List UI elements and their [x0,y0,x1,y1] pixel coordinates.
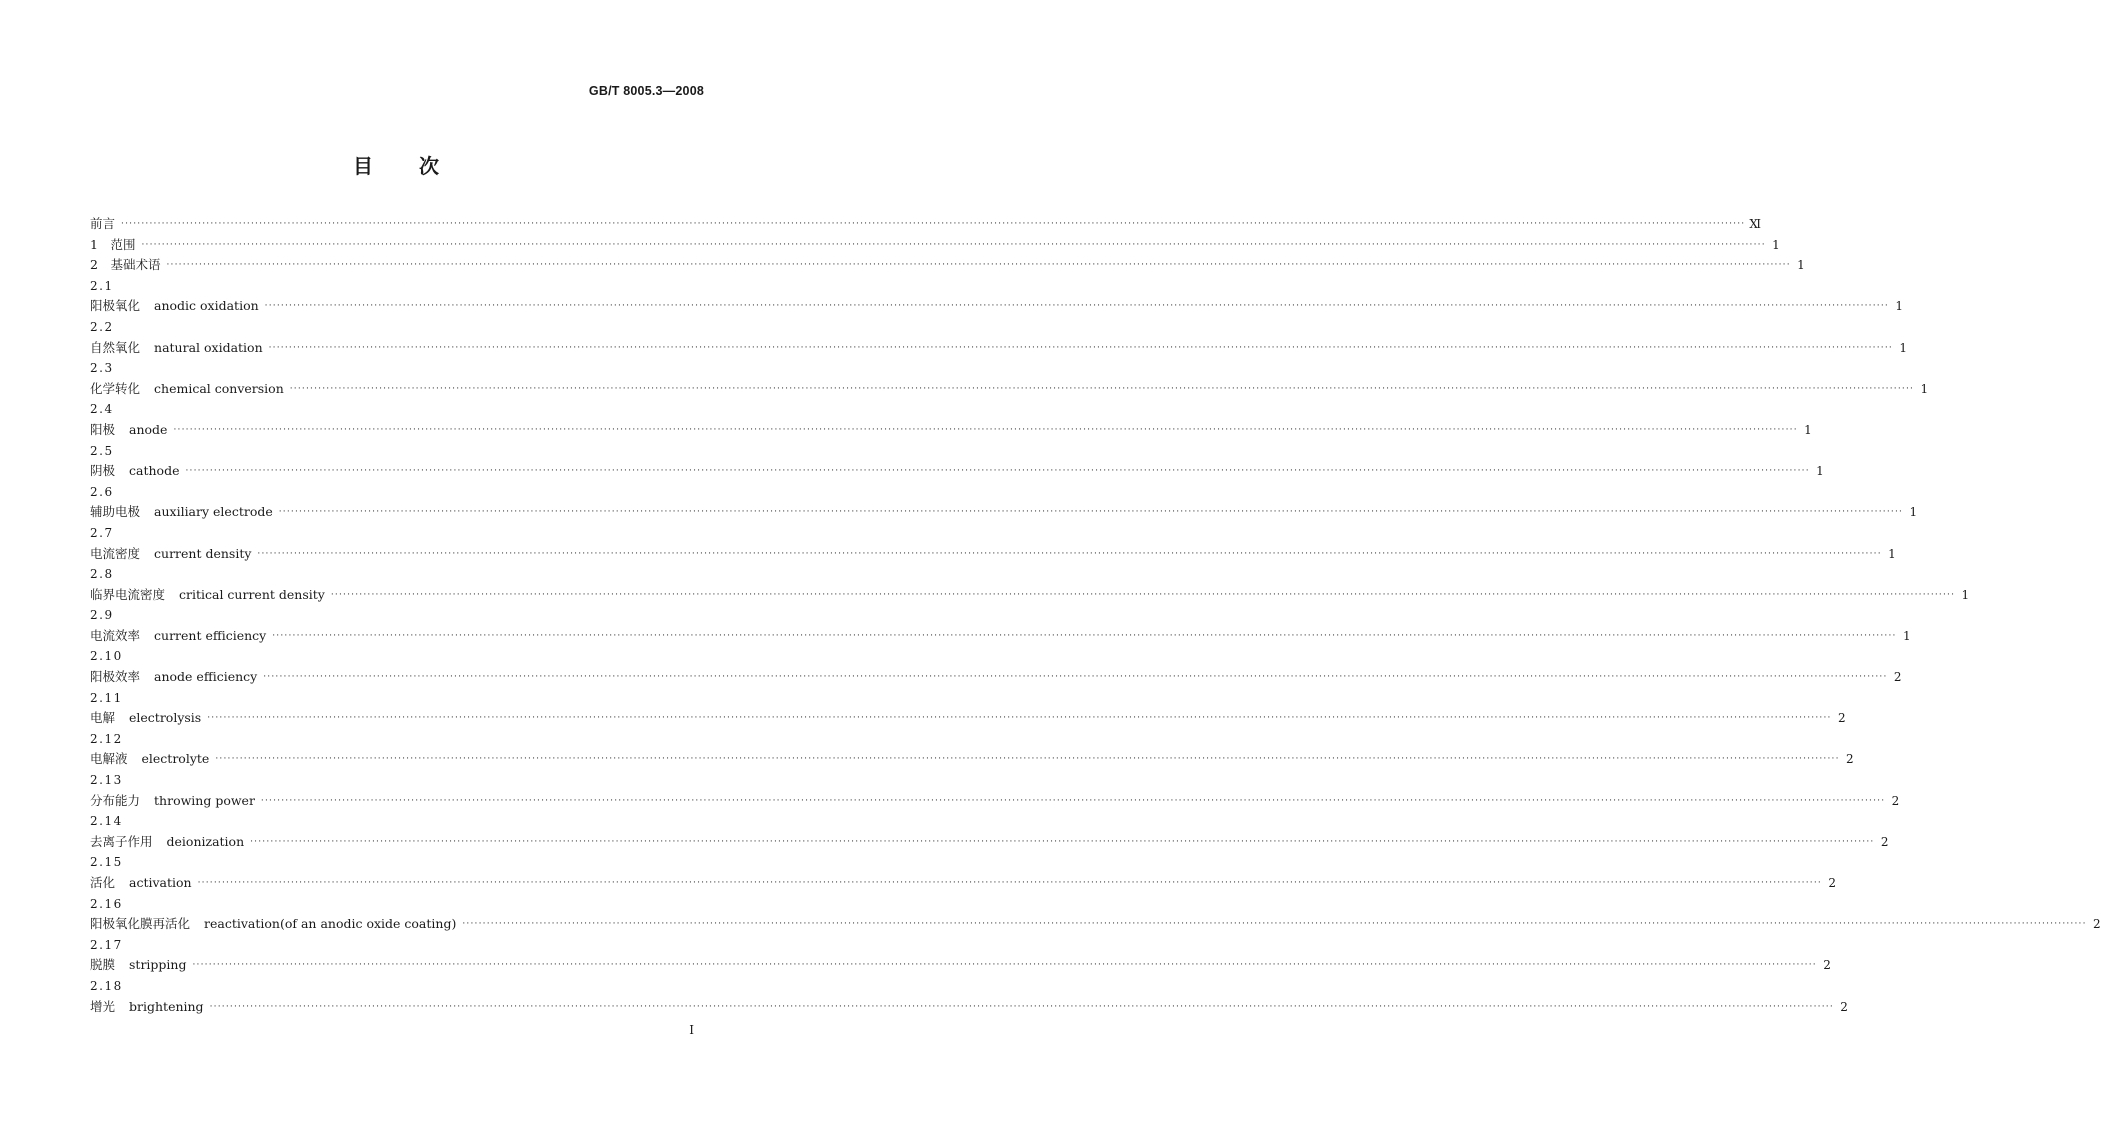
toc-page-number: 2 [1823,958,1831,973]
toc-section-number: 2.1 [90,278,114,293]
page-number: I [689,1023,694,1037]
toc-page-number: 1 [1797,258,1805,273]
toc-page-number: 2 [1837,711,1846,726]
toc-section-number: 2.3 [90,361,114,376]
toc-section-number: 2.4 [90,402,114,417]
toc-term-en: current density [154,545,252,561]
toc-entry-title [90,585,325,606]
toc-term-zh: 电流密度 [90,545,141,561]
toc-chapter-number: 1 [90,236,111,252]
toc-term-en: current efficiency [154,627,267,643]
toc-term-en: critical current density [179,586,325,602]
toc-term-zh: 增光 [90,998,116,1014]
toc-leader-dots: ················································································································································································································································································································································································································ [197,878,1822,888]
toc-page-number: 1 [1772,237,1780,252]
toc-entry-title [90,502,273,523]
toc-entry[interactable] [90,873,1836,894]
toc-section-number: 2.17 [90,937,123,952]
toc-entry[interactable] [90,832,1889,853]
toc-term-en: natural oxidation [154,339,263,355]
toc-page-number: 2 [1891,793,1900,808]
toc-entry-title [90,544,251,565]
toc-term-en: brightening [129,998,204,1014]
toc-entry[interactable] [90,585,1970,606]
toc-leader-dots: ················································································································································································································································································································································································································ [462,919,2087,930]
toc-leader-dots: ················································································································································································································································································································································································································ [278,507,1904,518]
toc-section-number: 2.2 [90,319,114,334]
toc-entry[interactable] [90,296,1903,317]
toc-entry[interactable] [90,791,1900,812]
toc-entry-title [90,255,160,276]
toc-term-en: anode efficiency [154,669,258,685]
page-title [0,150,794,179]
toc-page-number: 1 [1961,587,1970,602]
toc-leader-dots: ················································································································································································································································································································································································································ [250,836,1875,847]
toc-entry[interactable] [90,235,1780,256]
toc-leader-dots: ················································································································································································································································································································································································································ [192,960,1817,971]
title-char-2: 次 [419,154,441,178]
toc-term-en: cathode [129,463,180,479]
toc-entry-title [90,791,255,812]
toc-leader-dots: ················································································································································································································································································································································································································ [272,630,1897,641]
toc-section-number: 2.18 [90,978,123,993]
toc-entry[interactable] [90,338,1907,359]
toc-section-number: 2.15 [90,855,123,870]
toc-page-number: 1 [1816,464,1824,479]
toc-term-en: activation [129,875,192,890]
toc-entry-title [90,235,135,256]
toc-term-zh: 化学转化 [90,380,141,396]
toc-page-number: Ⅺ [1749,217,1761,231]
table-of-contents [90,214,2101,1017]
toc-chapter-number: 2 [90,257,111,273]
toc-entry-title [90,667,257,688]
toc-entry-title [90,708,201,729]
toc-page-number: 1 [1920,381,1929,396]
toc-entry-title [90,214,115,235]
toc-section-number: 2.11 [90,690,123,705]
toc-leader-dots: ················································································································································································································································································································································································································ [185,466,1810,477]
toc-page-number: 1 [1895,299,1903,314]
toc-entry-title [90,461,179,482]
toc-term-en: chemical conversion [154,380,284,396]
toc-leader-dots: ················································································································································································································································································································································································································ [141,239,1766,250]
toc-term-en: deionization [166,833,245,849]
toc-leader-dots: ················································································································································································································································································································································································································ [121,219,1746,229]
toc-leader-dots: ················································································································································································································································································································································································································ [260,795,1886,806]
toc-term-en: auxiliary electrode [154,504,273,520]
toc-section-number: 2.14 [90,814,123,829]
toc-section-number: 2.10 [90,649,123,664]
toc-section-number: 2.5 [90,443,114,458]
toc-entry[interactable] [90,214,1761,235]
toc-entry[interactable] [90,914,2101,935]
toc-term-en: anodic oxidation [154,298,259,314]
toc-leader-dots: ················································································································································································································································································································································································································ [166,260,1791,271]
toc-term-zh: 范围 [110,236,136,252]
toc-page-number: 2 [1893,670,1902,685]
toc-entry[interactable] [90,626,1911,647]
toc-entry-title [90,420,167,441]
toc-term-zh: 分布能力 [90,792,141,808]
toc-term-zh: 阳极效率 [90,669,141,685]
toc-term-zh: 辅助电极 [90,504,141,520]
toc-page-number: 1 [1804,422,1812,437]
toc-term-zh: 电解液 [90,751,128,767]
toc-entry[interactable] [90,379,1929,400]
toc-term-en: anode [129,421,168,437]
toc-entry[interactable] [90,502,1918,523]
toc-term-zh: 去离子作用 [90,833,153,849]
toc-term-en: reactivation(of an anodic oxide coating) [204,916,457,932]
toc-leader-dots: ················································································································································································································································································································································································································ [263,672,1888,683]
toc-page-number: 1 [1899,340,1907,355]
toc-entry-title [90,626,266,647]
toc-term-zh: 阳极氧化膜再活化 [90,916,191,932]
toc-section-number: 2.8 [90,567,114,582]
toc-leader-dots: ················································································································································································································································································································································································································ [173,424,1798,435]
toc-entry-title [90,749,209,770]
toc-section-number: 2.12 [90,731,123,746]
toc-section-number: 2.6 [90,484,114,499]
toc-term-zh: 阳极氧化 [90,298,141,314]
toc-page-number: 2 [2093,917,2101,932]
toc-leader-dots: ················································································································································································································································································································································································································ [330,589,1956,600]
toc-page-number: 2 [1828,876,1836,890]
toc-page-number: 1 [1888,546,1896,561]
toc-term-zh: 阴极 [90,463,116,479]
toc-term-zh: 电解 [90,710,116,726]
toc-leader-dots: ················································································································································································································································································································································································································ [207,713,1832,724]
toc-leader-dots: ················································································································································································································································································································································································································ [257,548,1882,559]
toc-entry[interactable] [90,997,1848,1018]
toc-entry-title [90,338,263,359]
toc-term-zh: 前言 [90,216,116,231]
toc-leader-dots: ················································································································································································································································································································································································································ [215,754,1840,765]
toc-term-zh: 阳极 [90,421,116,437]
toc-leader-dots: ················································································································································································································································································································································································································ [264,301,1889,312]
toc-entry[interactable] [90,708,1846,729]
standard-code: GB/T 8005.3—2008 [588,84,704,98]
toc-entry[interactable] [90,544,1896,565]
toc-term-en: throwing power [154,792,255,808]
toc-page-number: 2 [1840,999,1848,1014]
toc-entry-title [90,914,456,935]
toc-term-zh: 临界电流密度 [90,586,166,602]
toc-entry-title [90,873,192,894]
toc-entry[interactable] [90,420,1812,441]
toc-leader-dots: ················································································································································································································································································································································································································ [289,383,1915,394]
toc-entry[interactable] [90,461,1824,482]
toc-entry[interactable] [90,955,1831,976]
toc-entry[interactable] [90,255,1805,276]
toc-page-number: 2 [1846,752,1854,767]
toc-term-zh: 活化 [90,875,116,890]
toc-term-zh: 基础术语 [110,257,161,273]
toc-page-number: 1 [1902,628,1911,643]
toc-entry[interactable] [90,749,1854,770]
title-char-1: 目 [353,154,375,178]
toc-entry-title [90,296,259,317]
toc-page-number: 2 [1880,834,1889,849]
toc-term-zh: 自然氧化 [90,339,141,355]
toc-leader-dots: ················································································································································································································································································································································································································ [268,342,1893,353]
toc-page-number: 1 [1909,505,1918,520]
toc-section-number: 2.9 [90,608,114,623]
toc-term-en: stripping [129,957,187,973]
toc-term-en: electrolyte [141,751,210,767]
toc-entry-title [90,832,244,853]
toc-entry-title [90,955,186,976]
toc-term-en: electrolysis [129,710,202,726]
toc-section-number: 2.7 [90,525,114,540]
toc-leader-dots: ················································································································································································································································································································································································································ [209,1001,1834,1012]
toc-term-zh: 脱膜 [90,957,116,973]
toc-term-zh: 电流效率 [90,627,141,643]
toc-section-number: 2.16 [90,896,123,911]
toc-entry-title [90,379,284,400]
toc-entry[interactable] [90,667,1902,688]
toc-entry-title [90,997,204,1018]
toc-section-number: 2.13 [90,773,123,788]
